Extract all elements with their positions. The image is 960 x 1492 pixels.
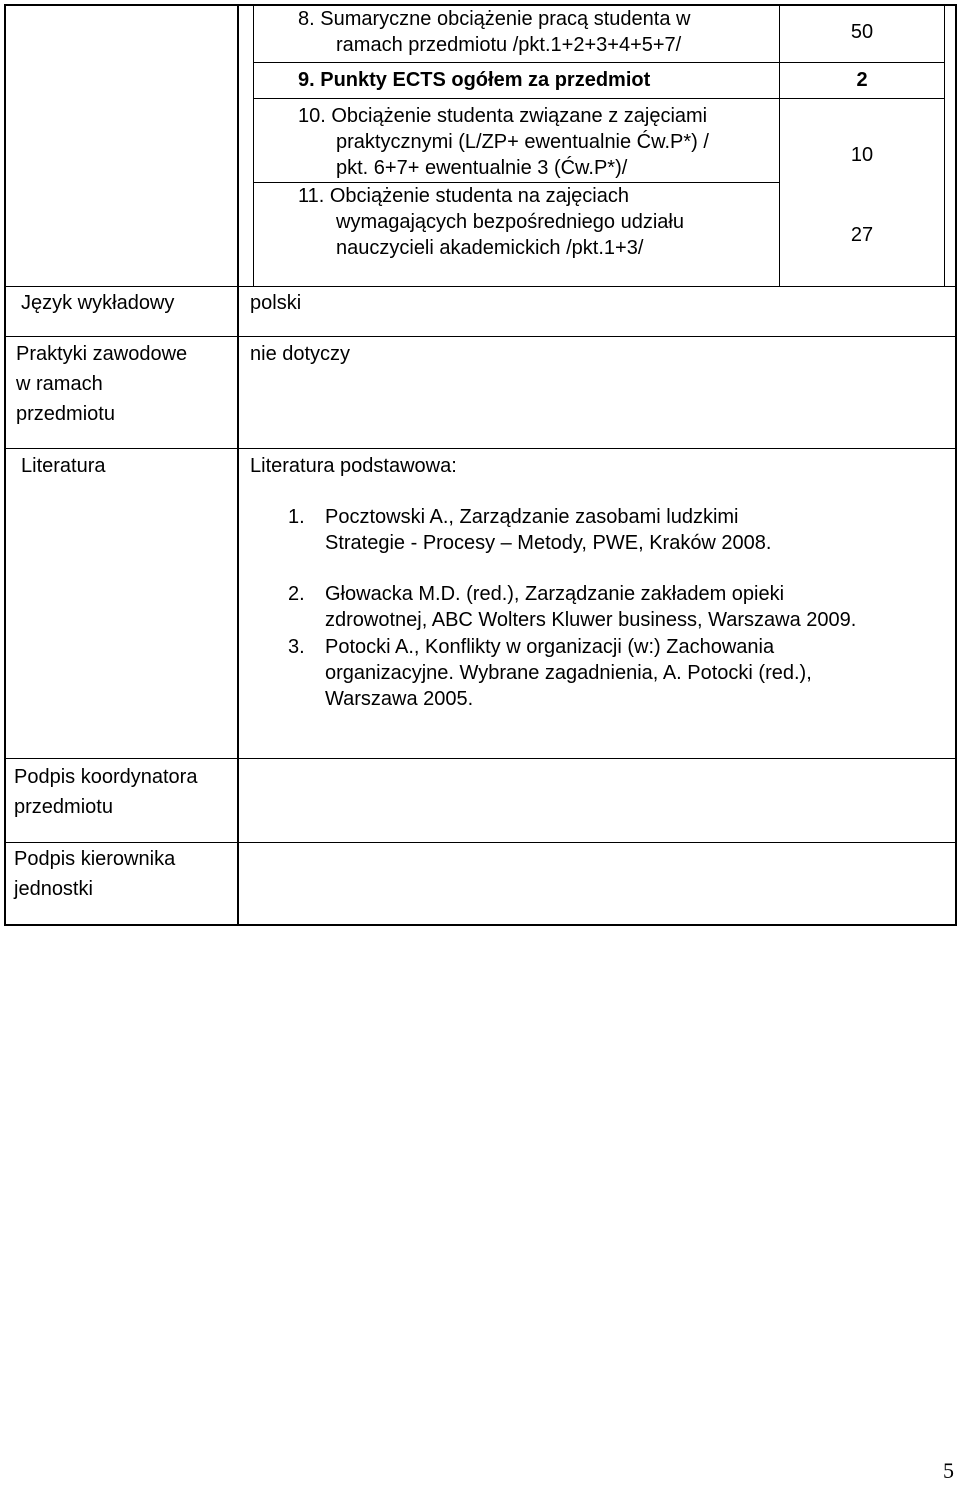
workload-row-8-label-line-1: 8. Sumaryczne obciążenie pracą studenta w (298, 8, 691, 30)
literature-item-3-number: 3. (288, 636, 305, 658)
workload-row-11-value: 27 (850, 224, 874, 246)
workload-row-11-label-line-2: wymagających bezpośredniego udziału (336, 211, 684, 233)
workload-row-9-label: 9. Punkty ECTS ogółem za przedmiot (298, 69, 651, 91)
head-signature-label-line-2: jednostki (14, 878, 93, 900)
literature-item-1-line-2: Strategie - Procesy – Metody, PWE, Kraków 2008. (325, 532, 772, 554)
page-number: 5 (943, 1458, 954, 1483)
practice-value: nie dotyczy (250, 343, 351, 365)
language-value: polski (250, 292, 302, 314)
workload-row-11-label-line-1: 11. Obciążenie studenta na zajęciach (298, 185, 629, 207)
language-label: Język wykładowy (21, 292, 175, 314)
workload-row-10-value: 10 (850, 144, 874, 166)
workload-value-column-right (944, 6, 945, 286)
workload-inner-left-border (253, 4, 254, 286)
row-divider-literature (4, 448, 957, 449)
workload-row-divider-1 (253, 62, 945, 63)
workload-row-divider-2 (253, 98, 945, 99)
literature-item-2-line-2: zdrowotnej, ABC Wolters Kluwer business, Warszawa 2009. (325, 609, 857, 631)
workload-row-11-label-line-3: nauczycieli akademickich /pkt.1+3/ (336, 237, 644, 259)
literature-label: Literatura (21, 455, 106, 477)
coordinator-signature-label-line-1: Podpis koordynatora (14, 766, 198, 788)
row-divider-signature-head (4, 842, 957, 843)
label-column-divider (237, 4, 239, 926)
head-signature-label-line-1: Podpis kierownika (14, 848, 176, 870)
coordinator-signature-label-line-2: przedmiotu (14, 796, 113, 818)
workload-row-8-label-line-2: ramach przedmiotu /pkt.1+2+3+4+5+7/ (336, 34, 682, 56)
outer-left-border (4, 4, 6, 926)
row-divider-signature-coordinator (4, 758, 957, 759)
row-divider-language (4, 286, 957, 287)
row-divider-practice (4, 336, 957, 337)
workload-row-10-label-line-1: 10. Obciążenie studenta związane z zajęciami (298, 105, 708, 127)
literature-item-3-line-2: organizacyjne. Wybrane zagadnienia, A. Potocki (red.), (325, 662, 812, 684)
practice-label-line-1: Praktyki zawodowe (16, 343, 188, 365)
workload-row-10-label-line-2: praktycznymi (L/ZP+ ewentualnie Ćw.P*) / (336, 131, 709, 153)
literature-heading: Literatura podstawowa: (250, 455, 457, 477)
workload-row-9-value: 2 (856, 69, 868, 91)
workload-row-8-value: 50 (850, 21, 874, 43)
literature-item-2-line-1: Głowacka M.D. (red.), Zarządzanie zakładem opieki (325, 583, 785, 605)
literature-item-2-number: 2. (288, 583, 305, 605)
literature-item-3-line-3: Warszawa 2005. (325, 688, 474, 710)
outer-right-border (955, 4, 957, 926)
literature-item-1-number: 1. (288, 506, 305, 528)
outer-bottom-border (4, 924, 957, 926)
literature-item-1-line-1: Pocztowski A., Zarządzanie zasobami ludzkimi (325, 506, 739, 528)
workload-row-10-label-line-3: pkt. 6+7+ ewentualnie 3 (Ćw.P*)/ (336, 157, 628, 179)
literature-item-3-line-1: Potocki A., Konflikty w organizacji (w:) Zachowania (325, 636, 775, 658)
practice-label-line-3: przedmiotu (16, 403, 115, 425)
practice-label-line-2: w ramach (16, 373, 103, 395)
